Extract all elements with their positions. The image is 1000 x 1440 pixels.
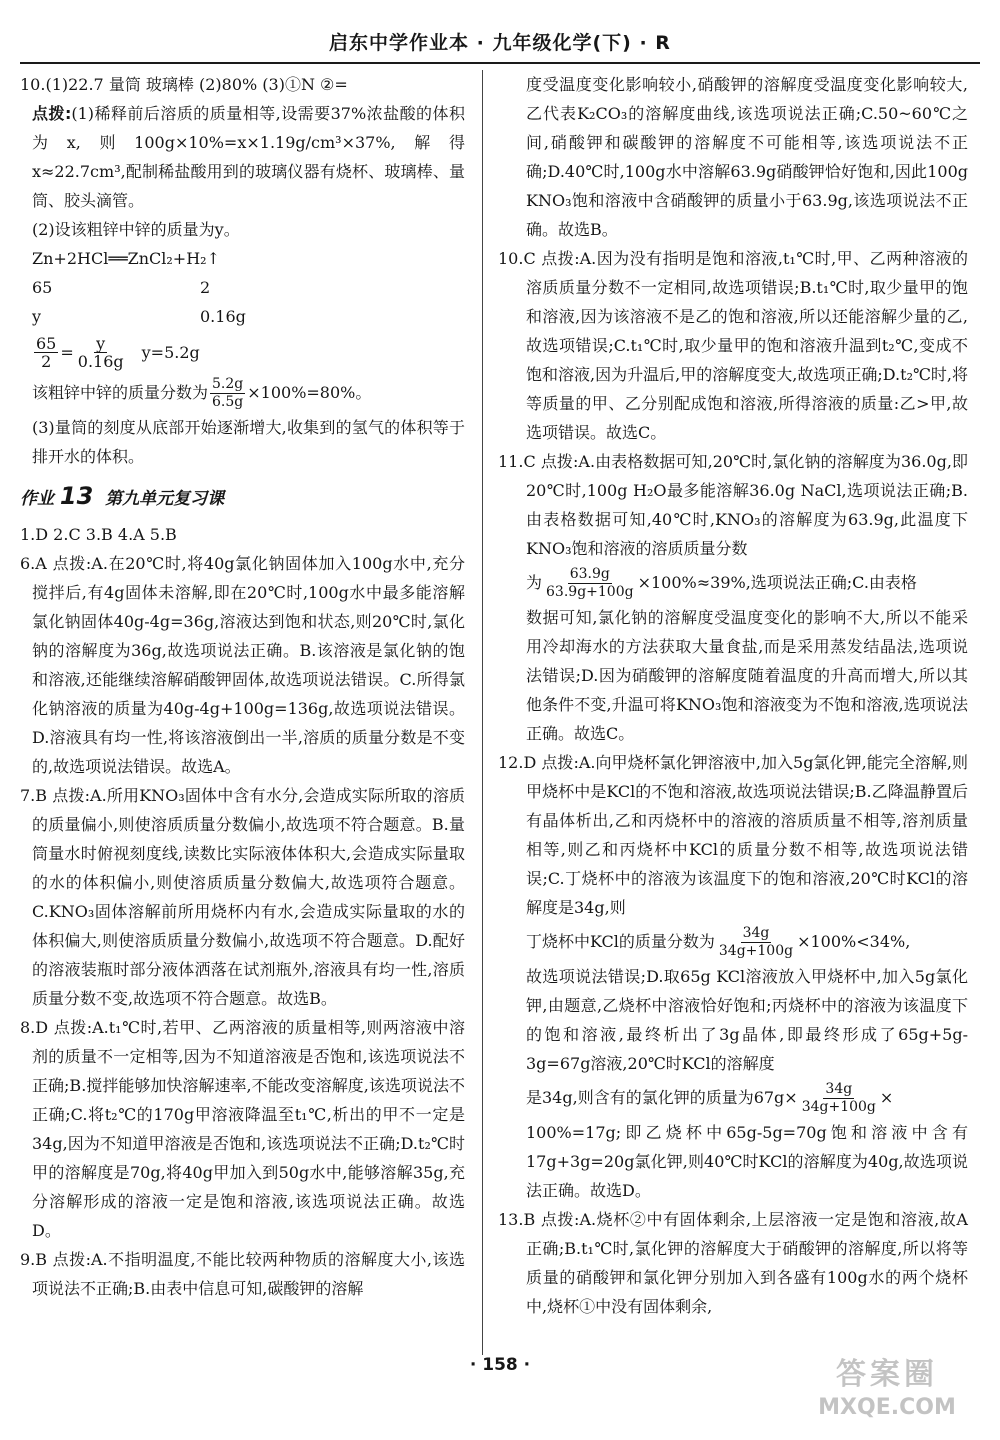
- q9-answer: 9.B 点拨:A.不指明温度,不能比较两种物质的溶解度大小,该选项说法不正确;B.由表中信息可知,碳酸钾的溶解: [20, 1250, 465, 1298]
- q11-continued: 数据可知,氯化钠的溶解度受温度变化的影响不大,所以不能采用冷却海水的方法获取大量食盐,而是采用蒸发结晶法,选项说法错误;D.因为硝酸钾的溶解度随着温度的升高而增大,所以其他条件不变,升温可将KNO₃饱和溶液变为不饱和溶液,选项说法正确。故选C。: [526, 608, 968, 743]
- section-heading: 作业 13 第九单元复习课: [20, 482, 225, 510]
- right-column: [498, 70, 968, 1321]
- equation-reactants: Zn+2HCl: [32, 249, 109, 268]
- column-divider: [482, 70, 483, 1355]
- q12-answer: 12.D 点拨:A.向甲烧杯氯化钾溶液中,加入5g氯化钾,能完全溶解,则甲烧杯中是KCl的不饱和溶液,故选项说法错误;B.乙降温静置后有晶体析出,乙和丙烧杯中的溶液的溶质质量不相等,溶剂质量相等,则乙和丙烧杯中KCl的质量分数不相等,故选项说法错误;C.丁烧杯中的溶液为该温度下的饱和溶液,20℃时KCl的溶解度是34g,则: [498, 753, 968, 917]
- q13-answer: 13.B 点拨:A.烧杯②中有固体剩余,上层溶液一定是饱和溶液,故A正确;B.t₁℃时,氯化钾的溶解度大于硝酸钾的溶解度,所以将等质量的硝酸钾和氯化钾分别加入到各盛有100g水的两个烧杯中,烧杯①中没有固体剩余,: [498, 1210, 968, 1316]
- unknown-y: y: [32, 307, 42, 326]
- equation-mass-row: [20, 273, 465, 302]
- ratio-result: y=5.2g: [141, 342, 200, 362]
- multiple-choice-answers: 1.D 2.C 3.B 4.A 5.B: [20, 525, 177, 544]
- left-column: [20, 70, 465, 1303]
- mass-zn: 65: [32, 278, 53, 297]
- ratio-equation: [20, 331, 465, 373]
- q12-continued: 故选项说法错误;D.取65g KCl溶液放入甲烧杯中,加入5g氯化钾,由题意,乙烧杯中溶液恰好饱和;丙烧杯中的溶液为该温度下的饱和溶液,最终析出了3g晶体,即最终形成了65g+5g-3g=67g溶液,20℃时KCl的溶解度: [526, 967, 968, 1073]
- watermark-text-cn: 答案圈: [836, 1357, 938, 1392]
- mass-fraction-line: 该粗锌中锌的质量分数为 $\frac{5.2g}{6.5g}$ ×100%=80%。: [32, 376, 372, 410]
- page-header: 启东中学作业本 · 九年级化学(下) · R: [329, 32, 671, 54]
- watermark-text-url: MXQE.COM: [818, 1395, 956, 1420]
- q10-part2: (2)设该粗锌中锌的质量为y。: [32, 220, 240, 239]
- mass-h2: 2: [200, 278, 211, 297]
- ratio-fraction-left: $\frac{65}{2}$: [36, 333, 57, 371]
- header-rule: [20, 62, 980, 64]
- known-h2-mass: 0.16g: [200, 307, 246, 326]
- equation-products: ══ZnCl₂+H₂↑: [108, 249, 220, 268]
- page-number: · 158 ·: [469, 1355, 531, 1375]
- equation-line: [20, 244, 465, 273]
- equation-unknown-row: [20, 302, 465, 331]
- ratio-fraction-right: $\frac{y}{0.16g}$: [77, 333, 124, 371]
- q9-continued: 度受温度变化影响较小,硝酸钾的溶解度受温度变化影响较大,乙代表K₂CO₃的溶解度曲线,该选项说法正确;C.50~60℃之间,硝酸钾和碳酸钾的溶解度不可能相等,该选项说法不正确;D.40℃时,100g水中溶解63.9g硝酸钾恰好饱和,因此100g KNO₃饱和溶液中含硝酸钾的质量小于63.9g,该选项说法不正确。故选B。: [526, 75, 968, 239]
- site-watermark-logo: [802, 1356, 972, 1426]
- q11-answer: 11.C 点拨:A.由表格数据可知,20℃时,氯化钠的溶解度为36.0g,即20℃时,100g H₂O最多能溶解36.0g NaCl,选项说法正确;B.由表格数据可知,40℃时,KNO₃的溶解度为63.9g,此温度下KNO₃饱和溶液的溶质质量分数: [498, 452, 968, 558]
- q11-fraction-line: 为 $\frac{63.9g}{63.9g+100g}$ ×100%≈39%,选项说法正确;C.由表格: [526, 566, 917, 600]
- q10-explanation: 点拨:(1)稀释前后溶质的质量相等,设需要37%浓盐酸的体积为x,则100g×10%=x×1.19g/cm³×37%,解得x≈22.7cm³,配制稀盐酸用到的玻璃仪器有烧杯、玻璃棒、量筒、胶头滴管。: [32, 104, 465, 210]
- q10-part3: (3)量筒的刻度从底部开始逐渐增大,收集到的氢气的体积等于排开水的体积。: [32, 418, 465, 466]
- ratio-equals: =: [60, 342, 74, 362]
- q8-answer: 8.D 点拨:A.t₁℃时,若甲、乙两溶液的质量相等,则两溶液中溶剂的质量不一定相等,因为不知道溶液是否饱和,该选项说法不正确;B.搅拌能够加快溶解速率,不能改变溶解度,该选项说法不正确;C.将t₂℃的170g甲溶液降温至t₁℃,析出的甲不一定是34g,因为不知道甲溶液是否饱和,该选项说法不正确;D.t₂℃时甲的溶解度是70g,将40g甲加入到50g水中,能够溶解35g,充分溶解形成的溶液一定是饱和溶液,该选项说法正确。故选D。: [20, 1018, 465, 1240]
- q12-conclusion: 100%=17g;即乙烧杯中65g-5g=70g饱和溶液中含有17g+3g=20g氯化钾,则40℃时KCl的溶解度为40g,故选项说法正确。故选D。: [526, 1123, 968, 1200]
- q10-heading: 10.(1)22.7 量筒 玻璃棒 (2)80% (3)①N ②=: [20, 75, 348, 94]
- q10-answer: 10.C 点拨:A.因为没有指明是饱和溶液,t₁℃时,甲、乙两种溶液的溶质质量分数不一定相同,故选项错误;B.t₁℃时,取少量甲的饱和溶液,因为该溶液不是乙的饱和溶液,所以还能溶解少量的乙,故选项错误;C.t₁℃时,取少量甲的饱和溶液升温到t₂℃,变成不饱和溶液,因为升温后,甲的溶解度变大,故选项正确;D.t₂℃时,将等质量的甲、乙分别配成饱和溶液,所得溶液的质量:乙>甲,故选项错误。故选C。: [498, 249, 968, 442]
- q12-fraction-line-1: 丁烧杯中KCl的质量分数为 $\frac{34g}{34g+100g}$ ×100%<34%,: [526, 925, 911, 959]
- q12-fraction-line-2: 是34g,则含有的氯化钾的质量为67g× $\frac{34g}{34g+100g}$ ×: [526, 1081, 894, 1115]
- q6-answer: 6.A 点拨:A.在20℃时,将40g氯化钠固体加入100g水中,充分搅拌后,有4g固体未溶解,即在20℃时,100g水中最多能溶解氯化钠固体40g-4g=36g,溶液达到饱和状态,则20℃时,氯化钠的溶解度为36g,故选项说法正确。B.该溶液是氯化钠的饱和溶液,还能继续溶解硝酸钾固体,故选项说法错误。C.所得氯化钠溶液的质量为40g-4g+100g=136g,故选项说法错误。D.溶液具有均一性,将该溶液倒出一半,溶质的质量分数是不变的,故选项说法错误。故选A。: [20, 554, 465, 776]
- q7-answer: 7.B 点拨:A.所用KNO₃固体中含有水分,会造成实际所取的溶质的质量偏小,则使溶质质量分数偏小,故选项不符合题意。B.量筒量水时俯视刻度线,读数比实际液体体积大,会造成实际量取的水的体积偏小,则使溶质质量分数偏大,故选项符合题意。C.KNO₃固体溶解前所用烧杯内有水,会造成实际量取的水的体积偏大,则使溶质质量分数偏小,故选项不符合题意。D.配好的溶液装瓶时部分液体洒落在试剂瓶外,溶液具有均一性,溶质质量分数不变,故选项不符合题意。故选B。: [20, 786, 465, 1008]
